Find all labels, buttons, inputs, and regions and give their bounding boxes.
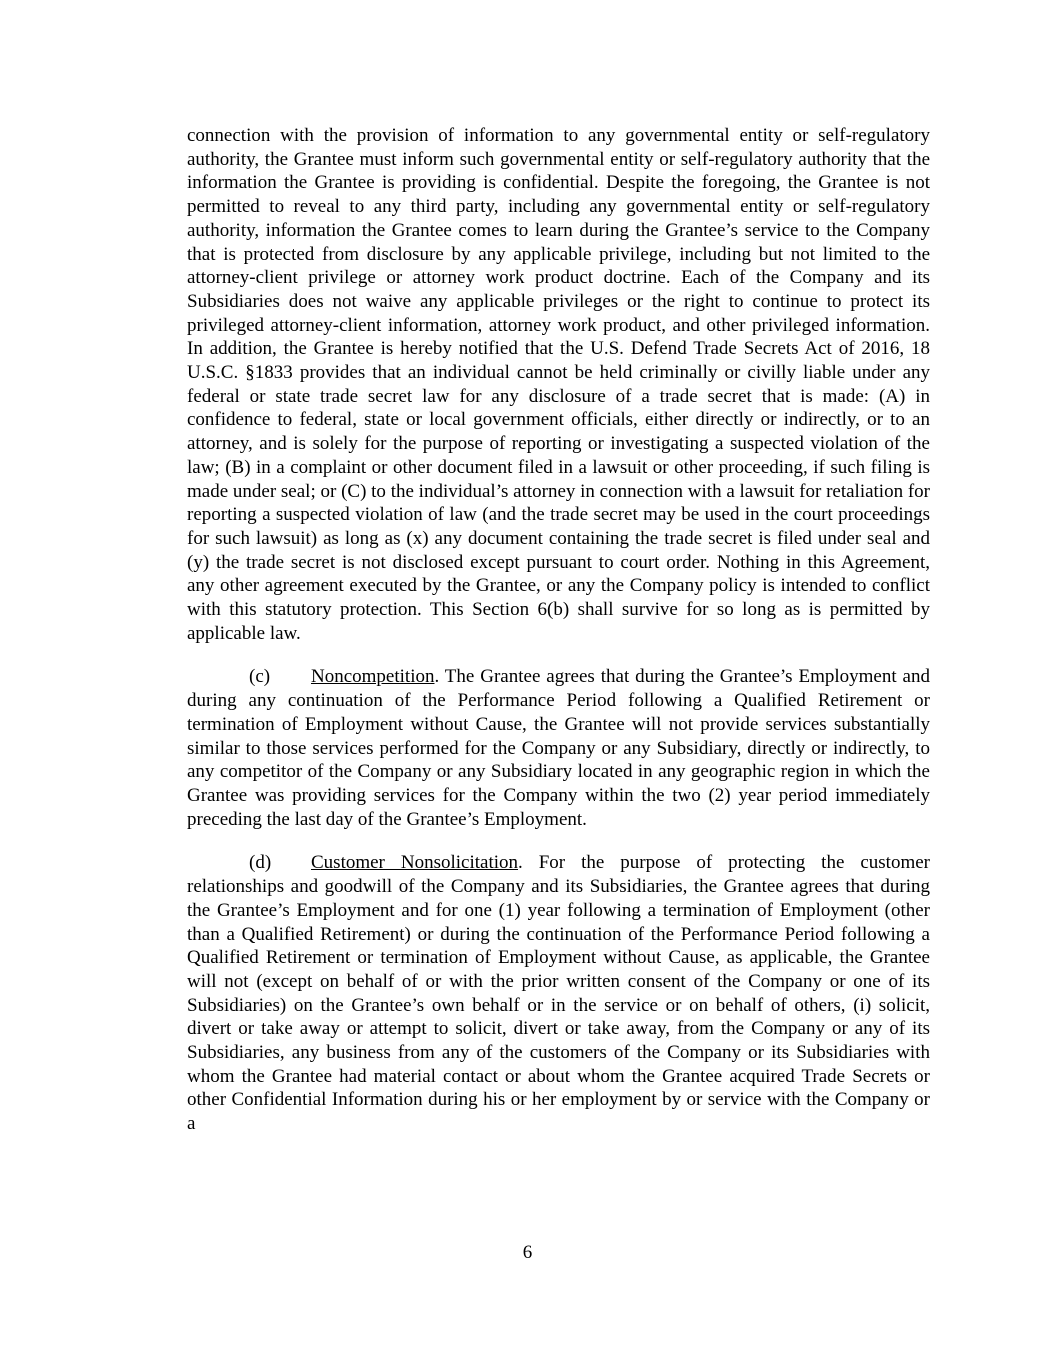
section-c-label: (c): [249, 666, 271, 688]
section-d-heading: Customer Nonsolicitation: [311, 852, 519, 874]
section-c-heading: Noncompetition: [311, 666, 435, 688]
section-c-text: . The Grantee agrees that during the Grantee’s Employment and during any continuation of the Performance Period following a Qualified Retirement or termination of Employment without Cause, the Grantee will not provide services substantially similar to those services performed for the Company or any Subsidiary, directly or indirectly, to any competitor of the Company or any Subsidiary located in any geographic region in which the Grantee was providing services for the Company within the two (2) year period immediately preceding the last day of the Grantee’s Employment.: [187, 666, 930, 830]
section-d-label: (d): [249, 852, 272, 874]
paragraph-spacer: [187, 831, 930, 851]
document-body: [187, 124, 930, 1136]
section-d-paragraph: [187, 851, 930, 1135]
section-d-text: . For the purpose of protecting the customer relationships and goodwill of the Company and its Subsidiaries, the Grantee agrees that during the Grantee’s Employment and for one (1) year following a termination of Employment (other than a Qualified Retirement) or during the continuation of the Performance Period following a Qualified Retirement or termination of Employment without Cause, as applicable, the Grantee will not (except on behalf of or with the prior written consent of the Company or one of its Subsidiaries) on the Grantee’s own behalf or in the service or on behalf of others, (i) solicit, divert or take away or attempt to solicit, divert or take away, from the Company or any of its Subsidiaries, any business from any of the customers of the Company or its Subsidiaries with whom the Grantee had material contact or about whom the Grantee acquired Trade Secrets or other Confidential Information during his or her employment by or service with the Company or a: [187, 852, 930, 1135]
page-number: 6: [522, 1242, 533, 1263]
section-c-paragraph: [187, 665, 930, 831]
paragraph-spacer: [187, 645, 930, 665]
paragraph-b-continuation: connection with the provision of information to any governmental entity or self-regulatory authority, the Grantee must inform such governmental entity or self-regulatory authority that the information the Grantee is providing is confidential. Despite the foregoing, the Grantee is not permitted to reveal to any third party, including any governmental entity or self-regulatory authority, information the Grantee comes to learn during the Grantee’s service to the Company that is protected from disclosure by any applicable privilege, including but not limited to the attorney-client privilege or attorney work product doctrine. Each of the Company and its Subsidiaries does not waive any applicable privileges or the right to continue to protect its privileged attorney-client information, attorney work product, and other privileged information. In addition, the Grantee is hereby notified that the U.S. Defend Trade Secrets Act of 2016, 18 U.S.C. §1833 provides that an individual cannot be held criminally or civilly liable under any federal or state trade secret law for any disclosure of a trade secret that is made: (A) in confidence to federal, state or local government officials, either directly or indirectly, or to an attorney, and is solely for the purpose of reporting or investigating a suspected violation of the law; (B) in a complaint or other document filed in a lawsuit or other proceeding, if such filing is made under seal; or (C) to the individual’s attorney in connection with a lawsuit for retaliation for reporting a suspected violation of law (and the trade secret may be used in the court proceedings for such lawsuit) as long as (x) any document containing the trade secret is filed under seal and (y) the trade secret is not disclosed except pursuant to court order. Nothing in this Agreement, any other agreement executed by the Grantee, or any the Company policy is intended to conflict with this statutory protection. This Section 6(b) shall survive for so long as is permitted by applicable law.: [187, 125, 930, 644]
